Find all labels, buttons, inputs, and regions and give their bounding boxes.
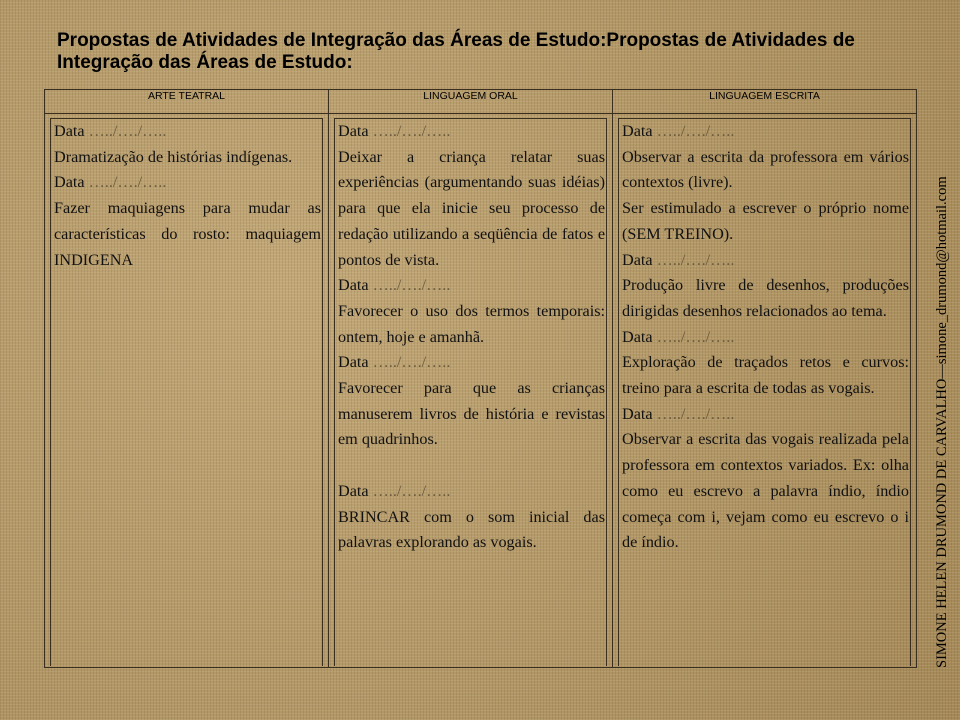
date-line xyxy=(338,273,605,299)
date-placeholder: …../…./….. xyxy=(368,122,451,140)
date-line xyxy=(54,119,321,145)
date-line xyxy=(54,170,321,196)
table-row xyxy=(45,114,917,668)
date-line xyxy=(338,479,605,505)
date-placeholder: …../…./….. xyxy=(652,404,735,423)
date-line xyxy=(338,119,605,145)
column-cell-arte-teatral xyxy=(45,114,329,668)
activity-text: Dramatização de histórias indígenas. xyxy=(54,147,293,166)
column-header-linguagem-escrita: LINGUAGEM ESCRITA xyxy=(613,90,917,114)
date-label: Data xyxy=(622,250,653,269)
date-line xyxy=(622,325,909,351)
table-header-row xyxy=(45,90,917,114)
page-title: Propostas de Atividades de Integração das Áreas de Estudo:Propostas de Atividades de Integração das Áreas de Estudo: xyxy=(57,30,855,73)
cell-content xyxy=(334,118,607,666)
activity-text: Fazer maquiagens para mudar as características do rosto: maquiagem INDIGENA xyxy=(54,199,321,269)
activity-text: Produção livre de desenhos, produções dirigidas desenhos relacionados ao tema. xyxy=(622,276,909,320)
author-credit: SIMONE HELEN DRUMOND DE CARVALHO—simone_drumond@hotmail.com xyxy=(934,176,950,668)
activities-table xyxy=(44,89,917,668)
date-line xyxy=(622,402,909,428)
activity-text: BRINCAR com o som inicial das palavras explorando as vogais. xyxy=(338,507,605,552)
date-line xyxy=(338,350,605,376)
date-label: Data xyxy=(54,122,85,140)
date-label: Data xyxy=(622,122,653,140)
date-line xyxy=(622,119,909,145)
date-placeholder: …../…./….. xyxy=(368,481,451,500)
column-header-linguagem-oral: LINGUAGEM ORAL xyxy=(329,90,613,114)
date-label: Data xyxy=(338,276,369,295)
date-placeholder: …../…./….. xyxy=(84,173,167,192)
date-placeholder: …../…./….. xyxy=(652,327,735,346)
activity-text: Observar a escrita da professora em vários contextos (livre). xyxy=(622,147,909,192)
date-placeholder: …../…./….. xyxy=(84,122,167,140)
date-label: Data xyxy=(622,404,653,423)
date-label: Data xyxy=(54,173,85,192)
activity-text: Ser estimulado a escrever o próprio nome (SEM TREINO). xyxy=(622,199,909,243)
activity-text: Favorecer para que as crianças manuserem livros de história e revistas em quadrinhos. xyxy=(338,379,605,449)
date-placeholder: …../…./….. xyxy=(652,250,735,269)
date-label: Data xyxy=(338,353,369,372)
column-cell-linguagem-oral xyxy=(329,114,613,668)
date-label: Data xyxy=(338,481,369,500)
column-header-arte-teatral: ARTE TEATRAL xyxy=(45,90,329,114)
activity-text: Favorecer o uso dos termos temporais: ontem, hoje e amanhã. xyxy=(338,301,605,346)
activity-text: Observar a escrita das vogais realizada pela professora em contextos variados. Ex: olha como eu escrevo a palavra índio, índio começa com i, vejam como eu escrevo o i de índio. xyxy=(622,430,909,552)
activity-text: Deixar a criança relatar suas experiências (argumentando suas idéias) para que ela inicie seu processo de redação utilizando a seqüência de fatos e pontos de vista. xyxy=(338,147,605,269)
date-placeholder: …../…./….. xyxy=(652,122,735,140)
cell-content xyxy=(50,118,323,666)
cell-content xyxy=(618,118,911,666)
date-line xyxy=(622,248,909,274)
date-placeholder: …../…./….. xyxy=(368,353,451,372)
activity-text: Exploração de traçados retos e curvos: treino para a escrita de todas as vogais. xyxy=(622,353,909,398)
date-label: Data xyxy=(622,327,653,346)
date-placeholder: …../…./….. xyxy=(368,276,451,295)
date-label: Data xyxy=(338,122,369,140)
column-cell-linguagem-escrita xyxy=(613,114,917,668)
spacer xyxy=(338,453,605,479)
